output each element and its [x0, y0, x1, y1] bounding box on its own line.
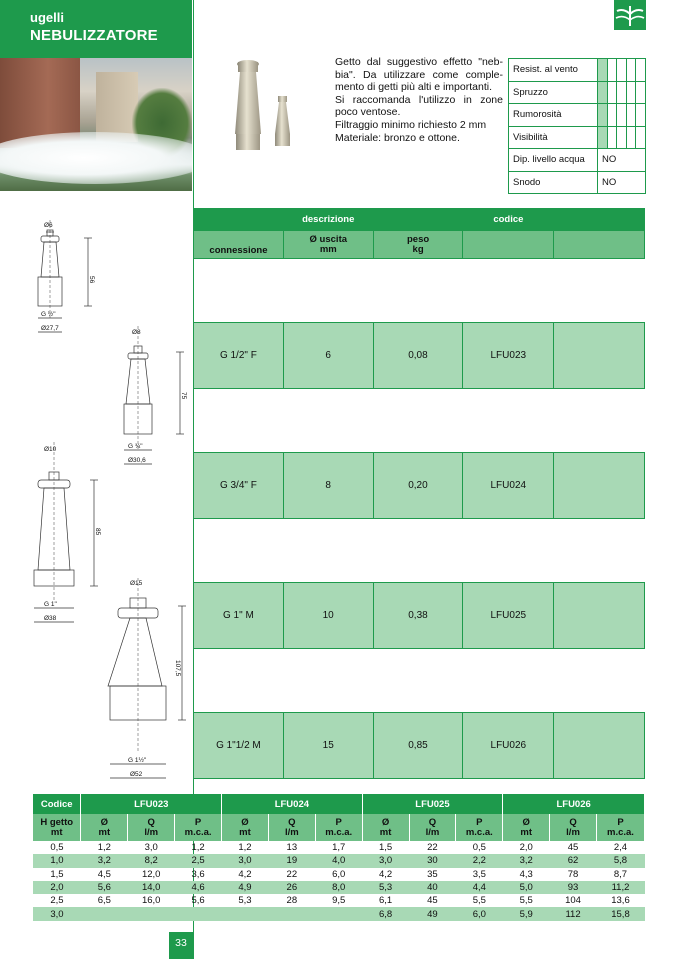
- rating-cell: [607, 104, 617, 127]
- spec-connessione: G 1" M: [194, 583, 284, 649]
- performance-table-body: [33, 841, 645, 921]
- description-line: Materiale: bronzo e ottone.: [335, 131, 460, 144]
- col-extra-empty: [554, 231, 645, 259]
- table-cell: 3,6: [191, 868, 205, 880]
- table-cell: 26: [268, 881, 315, 894]
- table-cell: 3,2: [503, 854, 550, 867]
- table-cell: 1,7: [332, 842, 346, 854]
- table-cell: 2,0: [519, 842, 533, 854]
- spec-uscita: 10: [283, 583, 373, 649]
- spec-peso: 0,08: [373, 323, 463, 389]
- table-cell: 8,7: [613, 868, 628, 880]
- table-cell: 5,6: [191, 895, 205, 907]
- table-cell: 30: [409, 854, 456, 867]
- drawing-height-dim: 75: [180, 392, 187, 400]
- table-cell: 11,2: [596, 881, 644, 894]
- table-row: [33, 854, 645, 867]
- table-cell: 4,6: [175, 881, 222, 894]
- rating-cell: [626, 81, 636, 104]
- table-row: [33, 881, 645, 894]
- property-row: [509, 104, 646, 127]
- table-row: [33, 841, 645, 854]
- technical-drawing-1: [28, 220, 108, 345]
- sub-header: Ø mt: [362, 814, 409, 841]
- table-cell: 45: [427, 895, 438, 907]
- drawing-thread: G 1½": [128, 757, 147, 764]
- model-header: LFU023: [81, 794, 222, 814]
- property-value: NO: [598, 171, 646, 194]
- table-cell: 78: [567, 868, 579, 880]
- rating-cell: [626, 126, 636, 149]
- table-cell: 5,9: [503, 907, 550, 920]
- table-cell: 0,5: [472, 842, 486, 854]
- col-uscita: [283, 231, 373, 259]
- hgetto-cell: 1,0: [33, 854, 81, 867]
- spec-codice: LFU026: [463, 713, 554, 779]
- table-row: [33, 907, 645, 920]
- col-peso: [373, 231, 463, 259]
- drawing-top-dim: Ø15: [130, 580, 143, 587]
- table-cell: 3,0: [362, 854, 409, 867]
- rating-cell: [636, 104, 646, 127]
- section-header: [0, 0, 192, 58]
- sub-header: P m.c.a.: [596, 814, 644, 841]
- sub-header: Q l/m: [268, 814, 315, 841]
- spec-connessione: G 1/2" F: [194, 323, 284, 389]
- table-cell: [128, 907, 175, 920]
- table-cell: 5,8: [596, 854, 644, 867]
- property-label: Snodo: [509, 171, 598, 194]
- sub-header: P m.c.a.: [456, 814, 503, 841]
- header-category: ugelli: [30, 10, 64, 25]
- col-codice-empty: [463, 231, 554, 259]
- description-line: Si raccomanda l'utilizzo in zone poco ventose.: [335, 93, 503, 119]
- table-cell: 6,1: [378, 895, 393, 907]
- rating-cell: [598, 59, 608, 82]
- sub-header: Q l/m: [128, 814, 175, 841]
- table-cell: 6,5: [97, 895, 111, 907]
- table-cell: 5,0: [503, 881, 550, 894]
- sub-header: P m.c.a.: [175, 814, 222, 841]
- table-cell: 5,5: [472, 895, 486, 907]
- spec-table-header: [193, 208, 645, 259]
- nozzle-product-photo: [228, 56, 318, 156]
- property-row: [509, 149, 646, 172]
- model-header: LFU025: [362, 794, 503, 814]
- sub-header: Q l/m: [550, 814, 597, 841]
- table-cell: 19: [268, 854, 315, 867]
- drawing-thread: G 1": [44, 601, 57, 608]
- hgetto-cell: 2,5: [50, 895, 64, 907]
- spec-empty: [554, 583, 645, 649]
- table-cell: 1,2: [191, 842, 205, 854]
- property-row: [509, 81, 646, 104]
- spec-empty: [554, 453, 645, 519]
- rating-cell: [617, 59, 627, 82]
- header-title: NEBULIZZATORE: [30, 27, 158, 44]
- spec-codice: LFU025: [463, 583, 554, 649]
- rating-cell: [636, 126, 646, 149]
- table-cell: [81, 907, 128, 920]
- fountain-photo: [0, 58, 192, 191]
- group-codice: codice: [463, 209, 554, 231]
- table-cell: 1,2: [97, 842, 111, 854]
- table-cell: [222, 907, 269, 920]
- table-cell: [268, 907, 315, 920]
- table-cell: 3,2: [81, 854, 128, 867]
- description-line: Getto dal suggestivo effetto "neb-bia". Da utilizzare come comple-mento di getti più alti e importanti.: [335, 56, 503, 94]
- table-cell: 14,0: [128, 881, 175, 894]
- rating-cell: [607, 81, 617, 104]
- col-connessione: connessione: [194, 231, 284, 259]
- col-uscita-label: Ø uscita: [309, 233, 348, 245]
- table-cell: 104: [565, 895, 581, 907]
- performance-table: [33, 794, 645, 921]
- table-cell: 4,2: [238, 868, 252, 880]
- drawing-top-dim: Ø6: [44, 222, 53, 229]
- col-uscita-unit: mm: [319, 243, 337, 255]
- table-cell: 1,5: [378, 842, 393, 854]
- drawing-top-dim: Ø8: [132, 329, 141, 336]
- spec-peso: 0,20: [373, 453, 463, 519]
- spec-row: [193, 582, 645, 649]
- table-cell: 9,5: [332, 895, 346, 907]
- drawing-top-dim: Ø10: [44, 446, 57, 453]
- spec-codice: LFU023: [463, 323, 554, 389]
- drawing-base-dim: Ø30,6: [128, 457, 146, 464]
- drawing-base-dim: Ø38: [44, 615, 57, 622]
- table-cell: 1,2: [238, 842, 252, 854]
- table-cell: 40: [409, 881, 456, 894]
- sub-header: Ø mt: [81, 814, 128, 841]
- table-cell: 4,0: [315, 854, 362, 867]
- drawing-thread: G ½": [41, 311, 56, 318]
- sub-header: P m.c.a.: [315, 814, 362, 841]
- table-row: [33, 868, 645, 881]
- table-cell: 8,2: [128, 854, 175, 867]
- table-cell: 13: [286, 842, 298, 854]
- table-cell: 3,0: [222, 854, 269, 867]
- spec-empty: [554, 323, 645, 389]
- table-row: [33, 894, 645, 907]
- product-description: [335, 56, 503, 144]
- sub-header: Q l/m: [409, 814, 456, 841]
- rating-cell: [636, 59, 646, 82]
- spec-connessione: G 3/4" F: [194, 453, 284, 519]
- table-cell: 3,0: [144, 842, 158, 854]
- table-cell: 5,6: [81, 881, 128, 894]
- spec-row: [193, 712, 645, 779]
- table-cell: [175, 907, 222, 920]
- table-cell: 6,0: [332, 868, 346, 880]
- table-cell: 35: [427, 868, 438, 880]
- property-table: [508, 58, 646, 194]
- table-cell: [315, 907, 362, 920]
- property-row: [509, 59, 646, 82]
- table-cell: 8,0: [315, 881, 362, 894]
- rating-cell: [617, 126, 627, 149]
- property-label: Spruzzo: [509, 81, 598, 104]
- table-cell: 62: [550, 854, 597, 867]
- col-peso-label: peso: [406, 233, 430, 245]
- hgetto-cell: 1,5: [50, 868, 64, 880]
- table-cell: 28: [286, 895, 298, 907]
- rating-cell: [626, 59, 636, 82]
- model-header: LFU026: [503, 794, 645, 814]
- property-label: Resist. al vento: [509, 59, 598, 82]
- table-cell: 5,3: [362, 881, 409, 894]
- spec-uscita: 15: [283, 713, 373, 779]
- rating-cell: [617, 104, 627, 127]
- rating-cell: [636, 81, 646, 104]
- property-row: [509, 171, 646, 194]
- table-cell: 22: [427, 842, 438, 854]
- hgetto-cell: 0,5: [50, 842, 64, 854]
- spec-row: [193, 322, 645, 389]
- drawing-height-dim: 85: [94, 528, 101, 536]
- table-cell: 16,0: [141, 895, 161, 907]
- spec-peso: 0,38: [373, 583, 463, 649]
- table-cell: 2,2: [456, 854, 503, 867]
- page-number: 33: [169, 932, 193, 959]
- model-header: LFU024: [222, 794, 363, 814]
- property-label: Visibilità: [509, 126, 598, 149]
- drawing-height-dim: 107,5: [174, 660, 181, 677]
- drawing-base-dim: Ø27,7: [41, 325, 59, 332]
- property-value: NO: [598, 149, 646, 172]
- table-cell: 15,8: [596, 907, 644, 920]
- spec-codice: LFU024: [463, 453, 554, 519]
- table-cell: 2,5: [175, 854, 222, 867]
- table-cell: 4,5: [97, 868, 111, 880]
- description-line: Filtraggio minimo richiesto 2 mm: [335, 118, 487, 131]
- technical-drawing-4: [104, 578, 192, 788]
- technical-drawing-3: [28, 442, 108, 632]
- rating-cell: [598, 81, 608, 104]
- property-label: Rumorosità: [509, 104, 598, 127]
- table-cell: 6,0: [456, 907, 503, 920]
- table-cell: 45: [567, 842, 579, 854]
- sub-header: Ø mt: [503, 814, 550, 841]
- group-empty: [554, 209, 645, 231]
- table-cell: 4,4: [456, 881, 503, 894]
- spec-connessione: G 1"1/2 M: [194, 713, 284, 779]
- drawing-height-dim: 56: [88, 276, 95, 284]
- rating-cell: [626, 104, 636, 127]
- col-peso-unit: kg: [412, 243, 424, 255]
- sub-header: Ø mt: [222, 814, 269, 841]
- group-descrizione: descrizione: [194, 209, 463, 231]
- table-cell: 5,5: [519, 895, 533, 907]
- spec-uscita: 8: [283, 453, 373, 519]
- rating-cell: [617, 81, 627, 104]
- table-cell: 13,6: [611, 895, 630, 907]
- table-cell: 4,2: [378, 868, 393, 880]
- brand-logo: [614, 0, 646, 30]
- table-cell: 112: [550, 907, 597, 920]
- technical-drawing-2: [114, 326, 194, 476]
- drawing-thread: G ¾": [128, 443, 143, 450]
- table-cell: 5,3: [238, 895, 252, 907]
- table-cell: 6,8: [362, 907, 409, 920]
- hgetto-header: H getto mt: [33, 814, 81, 841]
- rating-cell: [598, 126, 608, 149]
- table-cell: 49: [409, 907, 456, 920]
- drawing-base-dim: Ø52: [130, 771, 143, 778]
- spec-uscita: 6: [283, 323, 373, 389]
- spec-row: [193, 452, 645, 519]
- codice-label: Codice: [33, 794, 81, 814]
- spec-peso: 0,85: [373, 713, 463, 779]
- table-cell: 12,0: [141, 868, 161, 880]
- table-cell: 3,5: [472, 868, 486, 880]
- rating-cell: [607, 126, 617, 149]
- rating-cell: [598, 104, 608, 127]
- hgetto-cell: 2,0: [33, 881, 81, 894]
- table-cell: 2,4: [613, 842, 628, 854]
- property-row: [509, 126, 646, 149]
- property-label: Dip. livello acqua: [509, 149, 598, 172]
- spec-empty: [554, 713, 645, 779]
- table-cell: 22: [286, 868, 298, 880]
- table-cell: 4,9: [222, 881, 269, 894]
- table-cell: 4,3: [519, 868, 533, 880]
- table-cell: 93: [550, 881, 597, 894]
- hgetto-cell: 3,0: [33, 907, 81, 920]
- rating-cell: [607, 59, 617, 82]
